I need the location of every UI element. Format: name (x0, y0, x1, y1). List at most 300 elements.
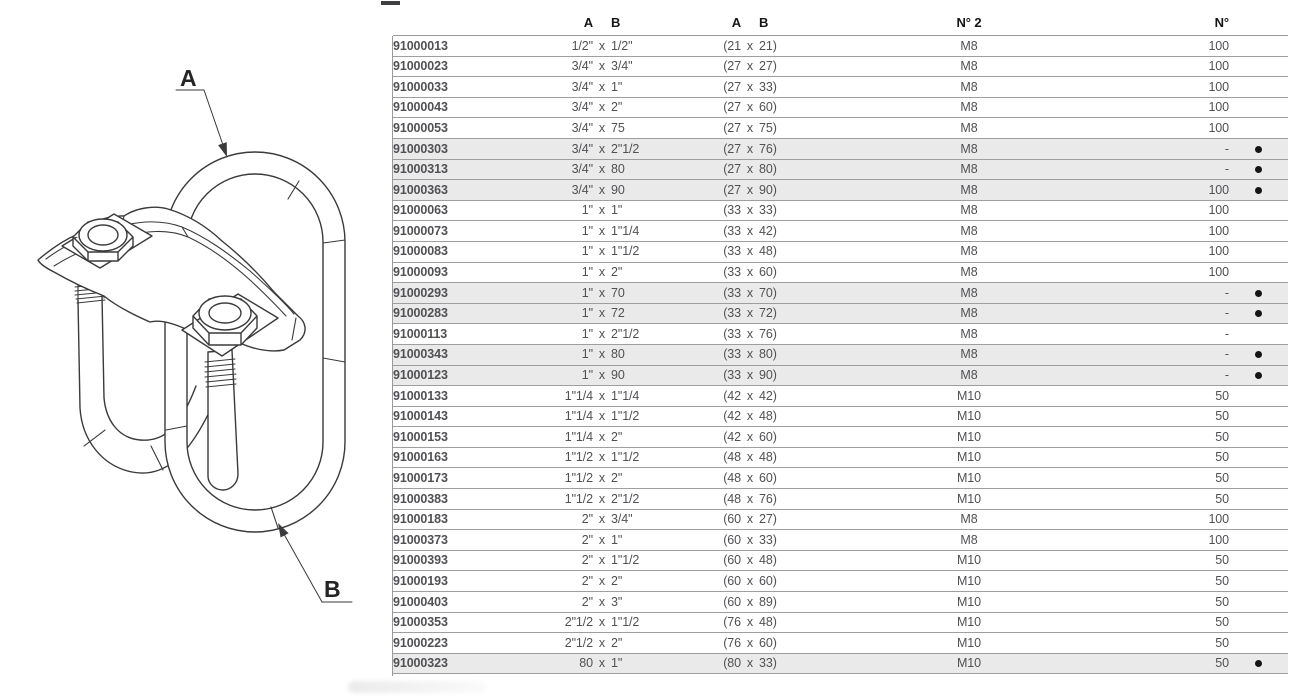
dot-cell (1229, 262, 1288, 283)
size-a-mm: (33 (671, 283, 741, 304)
size-b-mm: 33) (759, 530, 834, 551)
size-a-mm: (76 (671, 633, 741, 654)
size-b-mm: 60) (759, 571, 834, 592)
dot-cell (1229, 36, 1288, 57)
dot-cell (1229, 221, 1288, 242)
table-row (393, 118, 1288, 139)
dot-cell (1229, 447, 1288, 468)
pack-quantity: 100 (1104, 262, 1229, 283)
header-sep1 (593, 10, 611, 36)
size-a-inch: 1"1/2 (558, 489, 593, 510)
size-separator: x (741, 406, 759, 427)
product-code: 91000023 (393, 56, 558, 77)
product-code: 91000293 (393, 283, 558, 304)
size-separator: x (593, 489, 611, 510)
pack-quantity: 50 (1104, 571, 1229, 592)
size-a-mm: (80 (671, 653, 741, 674)
size-a-inch: 1" (558, 283, 593, 304)
size-separator: x (593, 200, 611, 221)
header-sep2 (741, 10, 759, 36)
size-a-inch: 2" (558, 509, 593, 530)
clamp-drawing (10, 40, 390, 670)
table-row (393, 427, 1288, 448)
size-separator: x (741, 180, 759, 201)
size-a-mm: (60 (671, 550, 741, 571)
size-a-mm: (27 (671, 180, 741, 201)
parts-table (393, 10, 1288, 674)
product-code: 91000033 (393, 77, 558, 98)
product-code: 91000053 (393, 118, 558, 139)
size-a-mm: (33 (671, 324, 741, 345)
product-code: 91000113 (393, 324, 558, 345)
size-a-inch: 80 (558, 653, 593, 674)
bolt-size: M10 (834, 571, 1104, 592)
size-a-inch: 1" (558, 303, 593, 324)
scan-artifact-top (381, 1, 400, 5)
size-separator: x (741, 592, 759, 613)
bolt-size: M8 (834, 159, 1104, 180)
scan-artifact-bottom (348, 681, 486, 693)
size-b-inch: 90 (611, 180, 671, 201)
bolt-size: M8 (834, 200, 1104, 221)
size-a-inch: 3/4" (558, 97, 593, 118)
dot-cell (1229, 180, 1288, 201)
product-code: 91000403 (393, 592, 558, 613)
size-separator: x (741, 509, 759, 530)
size-b-inch: 1" (611, 653, 671, 674)
size-b-inch: 1" (611, 200, 671, 221)
size-b-mm: 89) (759, 592, 834, 613)
size-separator: x (593, 138, 611, 159)
dot-cell (1229, 489, 1288, 510)
size-a-mm: (27 (671, 77, 741, 98)
table-row (393, 56, 1288, 77)
size-b-mm: 80) (759, 159, 834, 180)
bolt-size: M8 (834, 36, 1104, 57)
size-a-mm: (33 (671, 365, 741, 386)
size-b-inch: 1"1/4 (611, 221, 671, 242)
size-separator: x (741, 571, 759, 592)
size-separator: x (593, 36, 611, 57)
product-code: 91000343 (393, 344, 558, 365)
size-a-mm: (48 (671, 468, 741, 489)
header-dot (1229, 10, 1288, 36)
parts-table-header (393, 10, 1288, 36)
clamp-drawing-svg (10, 40, 390, 670)
size-b-inch: 2" (611, 633, 671, 654)
size-a-inch: 2"1/2 (558, 612, 593, 633)
bolt-size: M8 (834, 344, 1104, 365)
pack-quantity: 100 (1104, 221, 1229, 242)
size-a-mm: (76 (671, 612, 741, 633)
bolt-size: M8 (834, 283, 1104, 304)
size-b-mm: 60) (759, 633, 834, 654)
size-b-mm: 76) (759, 324, 834, 345)
size-b-mm: 33) (759, 200, 834, 221)
selection-dot (1255, 290, 1262, 297)
pack-quantity: 100 (1104, 180, 1229, 201)
bolt-size: M8 (834, 221, 1104, 242)
bolt-size: M10 (834, 633, 1104, 654)
bolt-size: M8 (834, 509, 1104, 530)
size-b-mm: 33) (759, 77, 834, 98)
table-row (393, 303, 1288, 324)
size-separator: x (741, 77, 759, 98)
size-b-mm: 90) (759, 180, 834, 201)
size-a-inch: 1/2" (558, 36, 593, 57)
size-separator: x (741, 97, 759, 118)
selection-dot (1255, 372, 1262, 379)
bolt-size: M10 (834, 468, 1104, 489)
size-separator: x (593, 592, 611, 613)
dot-cell (1229, 571, 1288, 592)
product-code: 91000183 (393, 509, 558, 530)
product-code: 91000063 (393, 200, 558, 221)
pack-quantity: - (1104, 324, 1229, 345)
parts-table-body (393, 36, 1288, 674)
pack-quantity: 50 (1104, 612, 1229, 633)
table-row (393, 241, 1288, 262)
size-separator: x (741, 138, 759, 159)
pack-quantity: 100 (1104, 200, 1229, 221)
pack-quantity: 100 (1104, 530, 1229, 551)
table-row (393, 283, 1288, 304)
product-code: 91000143 (393, 406, 558, 427)
size-b-mm: 80) (759, 344, 834, 365)
bolt-size: M8 (834, 324, 1104, 345)
size-a-inch: 1"1/2 (558, 447, 593, 468)
table-row (393, 97, 1288, 118)
product-code: 91000153 (393, 427, 558, 448)
pack-quantity: 100 (1104, 509, 1229, 530)
dot-cell (1229, 56, 1288, 77)
size-separator: x (741, 653, 759, 674)
size-a-mm: (33 (671, 200, 741, 221)
size-separator: x (741, 386, 759, 407)
size-b-inch: 90 (611, 365, 671, 386)
size-a-mm: (33 (671, 303, 741, 324)
bolt-size: M8 (834, 118, 1104, 139)
size-a-inch: 2" (558, 550, 593, 571)
size-a-inch: 1" (558, 221, 593, 242)
pack-quantity: 50 (1104, 427, 1229, 448)
size-a-mm: (21 (671, 36, 741, 57)
size-b-inch: 1"1/2 (611, 612, 671, 633)
selection-dot (1255, 146, 1262, 153)
size-a-inch: 1" (558, 241, 593, 262)
size-b-inch: 1" (611, 77, 671, 98)
product-code: 91000303 (393, 138, 558, 159)
pack-quantity: 50 (1104, 406, 1229, 427)
size-separator: x (593, 571, 611, 592)
dot-cell (1229, 344, 1288, 365)
size-a-mm: (27 (671, 56, 741, 77)
product-code: 91000163 (393, 447, 558, 468)
size-b-mm: 48) (759, 612, 834, 633)
bolt-size: M10 (834, 592, 1104, 613)
size-b-inch: 2" (611, 97, 671, 118)
selection-dot (1255, 351, 1262, 358)
table-row (393, 592, 1288, 613)
selection-dot (1255, 310, 1262, 317)
size-separator: x (741, 633, 759, 654)
size-b-mm: 60) (759, 262, 834, 283)
product-code: 91000083 (393, 241, 558, 262)
bolt-size: M8 (834, 56, 1104, 77)
size-a-inch: 2" (558, 592, 593, 613)
size-a-inch: 1"1/4 (558, 427, 593, 448)
product-code: 91000393 (393, 550, 558, 571)
size-separator: x (741, 159, 759, 180)
pack-quantity: - (1104, 138, 1229, 159)
table-row (393, 365, 1288, 386)
bolt-size: M10 (834, 406, 1104, 427)
size-b-inch: 2" (611, 427, 671, 448)
table-row (393, 324, 1288, 345)
dot-cell (1229, 509, 1288, 530)
dot-cell (1229, 612, 1288, 633)
header-bolt-size: N° 2 (834, 10, 1104, 36)
product-code: 91000043 (393, 97, 558, 118)
dot-cell (1229, 530, 1288, 551)
size-separator: x (593, 283, 611, 304)
size-a-mm: (60 (671, 530, 741, 551)
size-b-inch: 1"1/2 (611, 241, 671, 262)
product-code: 91000013 (393, 36, 558, 57)
callout-b (278, 523, 352, 602)
size-a-inch: 1" (558, 365, 593, 386)
size-separator: x (593, 386, 611, 407)
table-row (393, 447, 1288, 468)
size-b-inch: 80 (611, 344, 671, 365)
size-separator: x (741, 550, 759, 571)
product-code: 91000123 (393, 365, 558, 386)
bolt-size: M8 (834, 97, 1104, 118)
bolt-size: M8 (834, 77, 1104, 98)
size-b-inch: 2" (611, 468, 671, 489)
size-a-inch: 2"1/2 (558, 633, 593, 654)
size-a-inch: 1"1/2 (558, 468, 593, 489)
product-code: 91000193 (393, 571, 558, 592)
size-separator: x (593, 406, 611, 427)
dot-cell (1229, 118, 1288, 139)
size-separator: x (741, 530, 759, 551)
product-code: 91000093 (393, 262, 558, 283)
size-separator: x (741, 200, 759, 221)
table-row (393, 468, 1288, 489)
size-separator: x (741, 283, 759, 304)
size-b-mm: 33) (759, 653, 834, 674)
size-a-inch: 3/4" (558, 56, 593, 77)
size-a-inch: 2" (558, 530, 593, 551)
size-b-mm: 42) (759, 386, 834, 407)
size-a-mm: (48 (671, 447, 741, 468)
pack-quantity: - (1104, 303, 1229, 324)
size-a-inch: 3/4" (558, 138, 593, 159)
size-b-mm: 60) (759, 468, 834, 489)
size-a-inch: 1"1/4 (558, 406, 593, 427)
callout-a (176, 90, 227, 157)
table-row (393, 530, 1288, 551)
table-row (393, 138, 1288, 159)
size-separator: x (741, 447, 759, 468)
size-b-mm: 27) (759, 56, 834, 77)
size-b-mm: 76) (759, 489, 834, 510)
size-b-inch: 3/4" (611, 56, 671, 77)
size-b-inch: 1"1/2 (611, 550, 671, 571)
bolt-size: M10 (834, 427, 1104, 448)
dot-cell (1229, 159, 1288, 180)
size-separator: x (593, 180, 611, 201)
size-separator: x (593, 633, 611, 654)
dimension-label-a: A (180, 65, 197, 91)
table-row (393, 180, 1288, 201)
bolt-size: M8 (834, 365, 1104, 386)
size-b-inch: 75 (611, 118, 671, 139)
size-separator: x (593, 303, 611, 324)
size-separator: x (593, 653, 611, 674)
table-row (393, 489, 1288, 510)
size-b-inch: 2"1/2 (611, 324, 671, 345)
size-separator: x (741, 612, 759, 633)
size-a-mm: (60 (671, 571, 741, 592)
bolt-size: M8 (834, 303, 1104, 324)
size-b-inch: 1/2" (611, 36, 671, 57)
size-b-mm: 48) (759, 447, 834, 468)
table-row (393, 386, 1288, 407)
table-row (393, 200, 1288, 221)
size-a-inch: 3/4" (558, 77, 593, 98)
header-a-inch: A (558, 10, 593, 36)
pack-quantity: 100 (1104, 36, 1229, 57)
header-b-mm: B (759, 10, 834, 36)
size-a-inch: 2" (558, 571, 593, 592)
size-b-mm: 48) (759, 241, 834, 262)
size-b-inch: 1" (611, 530, 671, 551)
size-b-mm: 76) (759, 138, 834, 159)
table-row (393, 406, 1288, 427)
size-a-mm: (48 (671, 489, 741, 510)
size-b-inch: 2" (611, 571, 671, 592)
pack-quantity: 50 (1104, 489, 1229, 510)
size-separator: x (741, 344, 759, 365)
size-a-mm: (27 (671, 118, 741, 139)
dot-cell (1229, 386, 1288, 407)
dot-cell (1229, 550, 1288, 571)
size-separator: x (741, 324, 759, 345)
bolt-size: M10 (834, 653, 1104, 674)
size-b-inch: 80 (611, 159, 671, 180)
table-row (393, 550, 1288, 571)
pack-quantity: - (1104, 159, 1229, 180)
size-separator: x (593, 509, 611, 530)
table-row (393, 633, 1288, 654)
dot-cell (1229, 324, 1288, 345)
pack-quantity: 100 (1104, 77, 1229, 98)
product-code: 91000373 (393, 530, 558, 551)
size-b-mm: 90) (759, 365, 834, 386)
size-a-inch: 3/4" (558, 180, 593, 201)
dot-cell (1229, 406, 1288, 427)
header-row (393, 10, 1288, 36)
selection-dot (1255, 660, 1262, 667)
size-separator: x (593, 324, 611, 345)
parts-table-wrap (393, 10, 1288, 674)
table-row (393, 77, 1288, 98)
bolt-size: M8 (834, 530, 1104, 551)
bolt-size: M8 (834, 262, 1104, 283)
product-code: 91000073 (393, 221, 558, 242)
size-separator: x (593, 159, 611, 180)
size-separator: x (741, 56, 759, 77)
arrowhead-a (218, 142, 227, 157)
size-b-mm: 60) (759, 427, 834, 448)
size-a-inch: 3/4" (558, 118, 593, 139)
dot-cell (1229, 283, 1288, 304)
size-separator: x (593, 427, 611, 448)
size-a-inch: 1" (558, 344, 593, 365)
size-separator: x (741, 262, 759, 283)
bolt-size: M8 (834, 241, 1104, 262)
size-separator: x (593, 241, 611, 262)
product-code: 91000353 (393, 612, 558, 633)
dot-cell (1229, 468, 1288, 489)
size-a-mm: (60 (671, 509, 741, 530)
size-b-mm: 60) (759, 97, 834, 118)
table-row (393, 612, 1288, 633)
dot-cell (1229, 77, 1288, 98)
size-separator: x (741, 365, 759, 386)
size-a-mm: (27 (671, 159, 741, 180)
size-separator: x (741, 118, 759, 139)
header-pack-qty: N° (1104, 10, 1229, 36)
size-b-inch: 1"1/4 (611, 386, 671, 407)
size-a-mm: (27 (671, 97, 741, 118)
size-b-mm: 42) (759, 221, 834, 242)
selection-dot (1255, 187, 1262, 194)
bolt-size: M8 (834, 180, 1104, 201)
table-row (393, 653, 1288, 674)
pack-quantity: - (1104, 283, 1229, 304)
pack-quantity: 100 (1104, 97, 1229, 118)
table-row (393, 344, 1288, 365)
size-separator: x (741, 221, 759, 242)
size-separator: x (593, 365, 611, 386)
size-b-inch: 70 (611, 283, 671, 304)
size-a-inch: 1" (558, 262, 593, 283)
size-separator: x (593, 468, 611, 489)
pack-quantity: 50 (1104, 447, 1229, 468)
bolt-size: M8 (834, 138, 1104, 159)
size-separator: x (741, 468, 759, 489)
size-a-mm: (60 (671, 592, 741, 613)
selection-dot (1255, 166, 1262, 173)
pack-quantity: - (1104, 365, 1229, 386)
dot-cell (1229, 653, 1288, 674)
size-b-inch: 72 (611, 303, 671, 324)
size-b-mm: 72) (759, 303, 834, 324)
table-row (393, 571, 1288, 592)
product-code: 91000323 (393, 653, 558, 674)
size-a-mm: (42 (671, 386, 741, 407)
size-a-inch: 1"1/4 (558, 386, 593, 407)
size-separator: x (593, 118, 611, 139)
pack-quantity: 50 (1104, 550, 1229, 571)
size-b-mm: 48) (759, 550, 834, 571)
size-a-mm: (33 (671, 221, 741, 242)
bolt-size: M10 (834, 612, 1104, 633)
pack-quantity: - (1104, 344, 1229, 365)
